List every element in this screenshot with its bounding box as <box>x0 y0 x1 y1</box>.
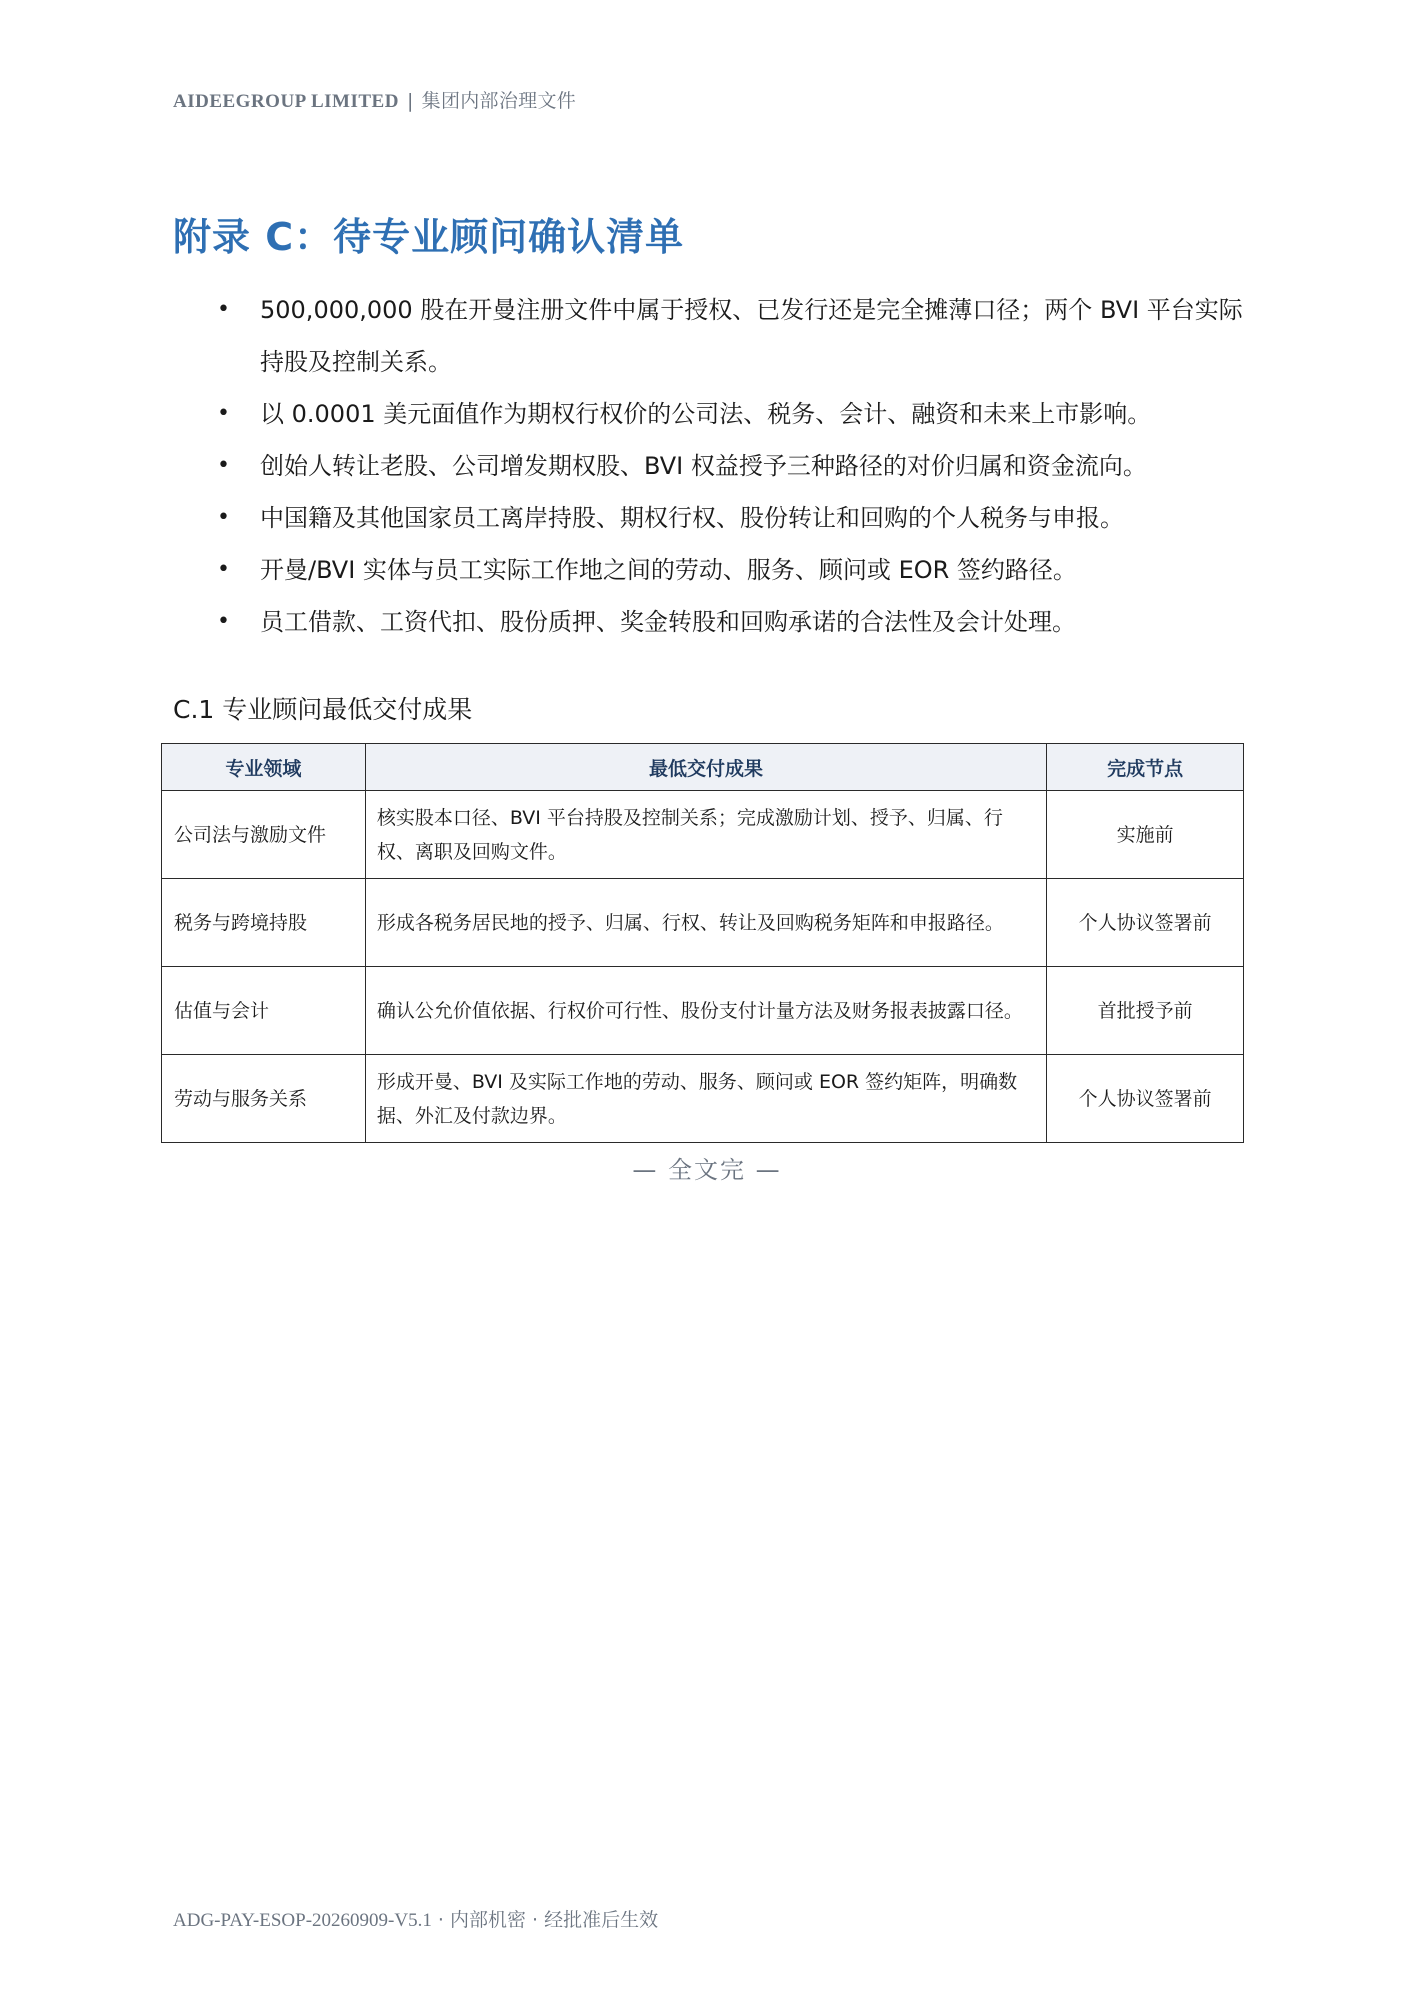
running-header <box>173 86 576 113</box>
cell-milestone: 首批授予前 <box>1047 967 1244 1055</box>
table-row <box>162 1055 1244 1143</box>
bullet-icon: • <box>217 401 230 426</box>
table-row <box>162 791 1244 879</box>
footer-doc-code: ADG-PAY-ESOP-20260909-V5.1 <box>173 1910 432 1931</box>
checklist-item-text: 500,000,000 股在开曼注册文件中属于授权、已发行还是完全摊薄口径；两个 BVI 平台实际持股及控制关系。 <box>260 296 1243 376</box>
bullet-icon: • <box>217 557 230 582</box>
header-separator: | <box>406 90 414 112</box>
header-doc-type: 集团内部治理文件 <box>421 90 577 112</box>
checklist-item-text: 以 0.0001 美元面值作为期权行权价的公司法、税务、会计、融资和未来上市影响。 <box>260 400 1152 428</box>
cell-area: 劳动与服务关系 <box>162 1055 366 1143</box>
section-subtitle: C.1 专业顾问最低交付成果 <box>173 695 473 724</box>
cell-deliverable: 确认公允价值依据、行权价可行性、股份支付计量方法及财务报表披露口径。 <box>365 967 1046 1055</box>
bullet-icon: • <box>217 297 230 322</box>
bullet-icon: • <box>217 609 230 634</box>
footer-effective: 经批准后生效 <box>544 1909 659 1931</box>
checklist-item <box>173 388 1253 440</box>
cell-area: 估值与会计 <box>162 967 366 1055</box>
checklist-item <box>173 492 1253 544</box>
checklist-item-text: 创始人转让老股、公司增发期权股、BVI 权益授予三种路径的对价归属和资金流向。 <box>260 452 1147 480</box>
column-header-deliverable: 最低交付成果 <box>365 744 1046 791</box>
deliverables-table <box>161 743 1244 1143</box>
checklist-item <box>173 544 1253 596</box>
bullet-icon: • <box>217 505 230 530</box>
table-header-row <box>162 744 1244 791</box>
cell-deliverable: 核实股本口径、BVI 平台持股及控制关系；完成激励计划、授予、归属、行权、离职及回购文件。 <box>365 791 1046 879</box>
checklist-item <box>173 284 1253 388</box>
footer-dot: · <box>532 1909 539 1931</box>
cell-milestone: 个人协议签署前 <box>1047 879 1244 967</box>
cell-milestone: 实施前 <box>1047 791 1244 879</box>
cell-deliverable: 形成各税务居民地的授予、归属、行权、转让及回购税务矩阵和申报路径。 <box>365 879 1046 967</box>
footer-confidential: 内部机密 <box>449 1909 526 1931</box>
column-header-area: 专业领域 <box>162 744 366 791</box>
cell-area: 税务与跨境持股 <box>162 879 366 967</box>
cell-area: 公司法与激励文件 <box>162 791 366 879</box>
checklist-item-text: 中国籍及其他国家员工离岸持股、期权行权、股份转让和回购的个人税务与申报。 <box>260 504 1124 532</box>
running-footer <box>173 1905 658 1932</box>
checklist <box>173 284 1253 648</box>
cell-milestone: 个人协议签署前 <box>1047 1055 1244 1143</box>
appendix-title: 附录 C：待专业顾问确认清单 <box>173 215 685 259</box>
table-row <box>162 879 1244 967</box>
footer-dot: · <box>437 1909 444 1931</box>
checklist-item-text: 开曼/BVI 实体与员工实际工作地之间的劳动、服务、顾问或 EOR 签约路径。 <box>260 556 1077 584</box>
header-company: AIDEEGROUP LIMITED <box>173 91 399 112</box>
table-row <box>162 967 1244 1055</box>
checklist-item-text: 员工借款、工资代扣、股份质押、奖金转股和回购承诺的合法性及会计处理。 <box>260 608 1076 636</box>
checklist-item <box>173 596 1253 648</box>
checklist-item <box>173 440 1253 492</box>
column-header-milestone: 完成节点 <box>1047 744 1244 791</box>
end-of-document-mark: — 全文完 — <box>632 1156 782 1184</box>
bullet-icon: • <box>217 453 230 478</box>
cell-deliverable: 形成开曼、BVI 及实际工作地的劳动、服务、顾问或 EOR 签约矩阵，明确数据、外汇及付款边界。 <box>365 1055 1046 1143</box>
